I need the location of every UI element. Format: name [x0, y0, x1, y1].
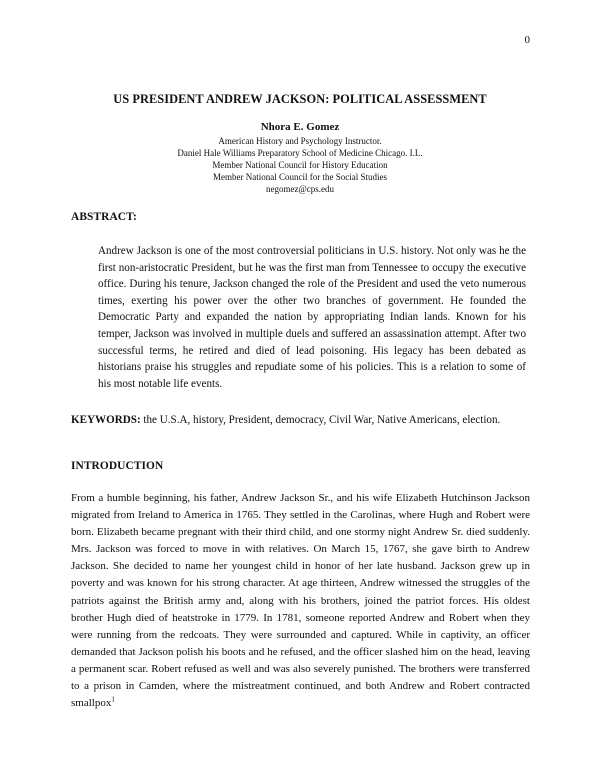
author-block: [0, 119, 600, 195]
author-name: Nhora E. Gomez: [260, 121, 340, 133]
author-affiliation-school: Daniel Hale Williams Preparatory School of Medicine Chicago. I.L.: [177, 148, 423, 158]
page-number: 0: [524, 34, 530, 46]
paper-title: US PRESIDENT ANDREW JACKSON: POLITICAL ASSESSMENT: [113, 92, 487, 106]
introduction-paragraph: [71, 490, 530, 712]
keywords-text: the U.S.A, history, President, democracy, Civil War, Native Americans, election.: [140, 414, 501, 426]
footnote-reference[interactable]: 1: [111, 695, 115, 704]
keywords-paragraph: [71, 412, 529, 429]
author-affiliation-nche: Member National Council for History Education: [212, 160, 388, 170]
keywords-label: KEYWORDS:: [71, 414, 141, 426]
author-email[interactable]: negomez@cps.edu: [265, 184, 334, 194]
author-affiliation-ncss: Member National Council for the Social Studies: [213, 172, 387, 182]
introduction-text: From a humble beginning, his father, Andrew Jackson Sr., and his wife Elizabeth Hutchinson Jackson migrated from Ireland to America in 1765. They settled in the Carolinas, where Hugh and Robert were born. Elizabeth became pregnant with their third child, and one stormy night Andrew Sr. died suddenly. Mrs. Jackson was forced to move in with relatives. On March 15, 1767, she gave birth to Andrew Jackson. She decided to name her youngest child in honor of her late husband. Jackson grew up in poverty and was known for his strong character. At age thirteen, Andrew witnessed the struggles of the patriots against the British army and, along with his brothers, joined the patriot forces. His oldest brother Hugh died of heatstroke in 1779. In 1781, someone reported Andrew and Robert when they were running from the redcoats. They were surrounded and captured. While in captivity, an officer demanded that Jackson polish his boots and he refused, and the officer slashed him on the head, leaving a permanent scar. Robert refused as well and was also severely punished. The brothers were transferred to a prison in Camden, where the mistreatment continued, and both Andrew and Robert contracted smallpox: [71, 492, 530, 710]
abstract-text: Andrew Jackson is one of the most controversial politicians in U.S. history. Not only was he the first non-aristocratic President, but he was the first man from Tennessee to occupy the executive office. During his tenure, Jackson changed the role of the President and used the veto numerous times, exerting his power over the other two branches of government. He founded the Democratic Party and expanded the nation by appropriating Indian lands. Known for his temper, Jackson was involved in multiple duels and suffered an assassination attempt. After two successful terms, he retired and died of lead poisoning. His legacy has been debated as historians praise his struggles and repudiate some of his policies. This is a relation to some of his most notable life events.: [98, 245, 526, 390]
abstract-heading: ABSTRACT:: [71, 211, 137, 223]
introduction-heading: INTRODUCTION: [71, 460, 164, 472]
author-affiliation-title: American History and Psychology Instructor.: [218, 136, 382, 146]
